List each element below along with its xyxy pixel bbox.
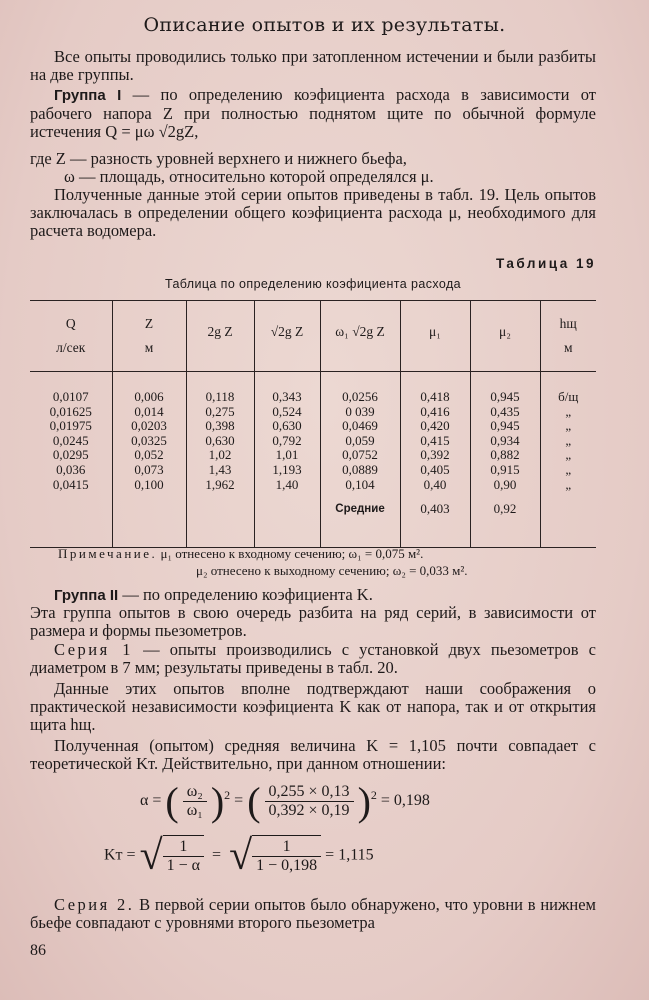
table-header-cell xyxy=(254,301,320,372)
table-cell xyxy=(320,372,400,548)
cell-value: 0,630 xyxy=(272,418,302,434)
note-label: Примечание. xyxy=(58,546,158,561)
kt-denominator-2: 1 − 0,198 xyxy=(256,856,318,874)
cell-value: 0,0203 xyxy=(131,418,167,434)
alpha-formula: α = ( $\frac{\text{ω₂}}{\text{ω₁}}$ )$^2$ = ( $\frac{0,255 \times 0,13}{0,392 \times 0,19}$ )$^2$ = 0,198 xyxy=(140,779,430,824)
header-line: ω₁ √2g Z xyxy=(335,324,385,339)
average-mu1: 0,403 xyxy=(420,501,450,517)
cell-value: 0,945 xyxy=(490,389,520,404)
table-header-row xyxy=(30,301,596,372)
group1-label: Группа I xyxy=(54,87,122,104)
group2-description: Эта группа опытов в свою очередь разбита на ряд серий, в зависимости от размера и формы пьезометров. xyxy=(30,603,596,640)
cell-value: 0,0325 xyxy=(131,432,167,448)
cell-value: 0,792 xyxy=(272,432,302,448)
note-line-2: μ₂ отнесено к выходному сечению; ω₂ = 0,033 м². xyxy=(196,563,468,578)
table-cell xyxy=(254,372,320,548)
table-header-cell xyxy=(186,301,254,372)
header-line: μ₁ xyxy=(429,324,441,339)
alpha-lhs: α = xyxy=(140,792,162,810)
cell-value: 0,934 xyxy=(490,432,520,448)
group2-text: — по определению коэфициента K. xyxy=(122,585,373,604)
alpha-result: = 0,198 xyxy=(380,792,430,810)
cell-value: 0,392 xyxy=(420,447,450,463)
cell-value: 0,006 xyxy=(134,389,164,404)
header-line: 2g Z xyxy=(207,324,233,339)
cell-value: 0 039 xyxy=(345,403,375,419)
table-header-cell xyxy=(320,301,400,372)
average-mu2: 0,92 xyxy=(493,501,517,517)
cell-value: 1,01 xyxy=(275,447,299,463)
cell-value: 1,43 xyxy=(208,461,232,477)
cell-value: 1,02 xyxy=(208,447,232,463)
table-title: Таблица по определению коэфициента расхода xyxy=(164,277,462,291)
table-cell xyxy=(30,372,112,548)
where-z-line: где Z — разность уровней верхнего и нижнего бьефа, xyxy=(30,149,407,168)
cell-value: 0,398 xyxy=(205,418,235,434)
intro-paragraph: Все опыты проводились только при затопленном истечении и были разбиты на две группы. xyxy=(30,47,596,84)
cell-value: 0,630 xyxy=(205,432,235,448)
series1-label: Серия 1 xyxy=(54,640,134,659)
cell-value: 0,0107 xyxy=(52,389,89,404)
header-line: hщ xyxy=(559,316,577,331)
table-header-cell xyxy=(30,301,112,372)
table-header-cell xyxy=(112,301,186,372)
cell-value: „ xyxy=(565,403,572,419)
cell-value: 1,193 xyxy=(272,461,302,477)
kt-result: = 1,115 xyxy=(325,846,374,864)
cell-value: 0,059 xyxy=(345,432,375,448)
paren-close-icon: ) xyxy=(210,779,225,824)
cell-value: „ xyxy=(565,461,572,477)
cell-value: „ xyxy=(565,476,572,492)
group2-label: Группа II xyxy=(54,587,119,604)
header-line: Q xyxy=(65,316,76,331)
numeric-ratio xyxy=(265,783,354,820)
kt-numerator-2: 1 xyxy=(252,838,321,857)
cell-value: 0,100 xyxy=(134,476,164,492)
cell-value: 0,01975 xyxy=(49,418,92,434)
table-number: Таблица 19 xyxy=(495,256,596,271)
omega-ratio xyxy=(183,783,207,820)
series2-paragraph xyxy=(30,896,596,932)
sqrt-radicand-1 xyxy=(163,835,204,875)
header-unit: м xyxy=(563,340,573,355)
cell-value: 0,882 xyxy=(490,447,520,463)
cell-value: 0,0295 xyxy=(52,447,89,463)
cell-value: 0,416 xyxy=(420,403,450,419)
table-cell xyxy=(400,372,470,548)
header-unit: м xyxy=(144,340,154,355)
where-omega-line: ω — площадь, относительно которой определялся μ. xyxy=(64,167,434,186)
series2-label: Серия 2. xyxy=(54,895,135,914)
table-cell xyxy=(186,372,254,548)
cell-value: 0,418 xyxy=(420,389,450,404)
table-row xyxy=(30,372,596,548)
cell-value: 0,343 xyxy=(272,389,302,404)
series1-paragraph xyxy=(30,641,596,677)
sqrt-icon: √ xyxy=(229,833,253,879)
header-line: μ₂ xyxy=(499,324,511,339)
cell-value: 1,40 xyxy=(275,476,299,492)
sqrt-radicand-2 xyxy=(252,835,321,875)
cell-value: 1,962 xyxy=(205,476,235,492)
cell-value: „ xyxy=(565,418,572,434)
table-cell xyxy=(470,372,540,548)
cell-value: 0,0889 xyxy=(342,461,378,477)
cell-value: 0,420 xyxy=(420,418,450,434)
cell-value: 0,0245 xyxy=(52,432,89,448)
cell-value: 0,275 xyxy=(205,403,235,419)
page-heading: Описание опытов и их результаты. xyxy=(143,14,506,36)
cell-value: 0,40 xyxy=(423,476,447,492)
average-label: Средние xyxy=(335,503,385,516)
header-line: Z xyxy=(144,316,154,331)
kt-formula: Kт = √ $\frac{1}{1 - \alpha}$ = √ $\frac{1}{1 - 0,198}$ = 1,115 xyxy=(104,833,374,879)
table-header-cell xyxy=(400,301,470,372)
series1-text: — опыты производились с установкой двух пьезометров с диаметром в 7 мм; результаты приведены в табл. 20. xyxy=(30,640,597,677)
group1-text: — по определению коэфициента расхода в зависимости от рабочего напора Z при полностью поднятом щите по обычной формуле истечения Q = μω √2gZ, xyxy=(30,85,597,141)
table-cell xyxy=(540,372,596,548)
cell-value: 0,915 xyxy=(490,461,520,477)
cell-value: 0,435 xyxy=(490,403,520,419)
omega-denominator: ω₁ xyxy=(186,802,203,819)
header-unit: л/сек xyxy=(56,340,86,355)
table-header-cell xyxy=(540,301,596,372)
cell-value: 0,052 xyxy=(134,447,164,463)
kt-ratio-1 xyxy=(163,838,204,875)
paren-close-icon: ) xyxy=(357,779,371,824)
exponent-1: 2 xyxy=(224,787,231,802)
coefficient-table xyxy=(30,300,596,548)
cell-value: 0,104 xyxy=(345,476,375,492)
note-text-1: μ₁ отнесено к входному сечению; ω₁ = 0,075 м². xyxy=(160,546,424,561)
cell-value: 0,0256 xyxy=(342,389,378,404)
paren-open-icon: ( xyxy=(165,779,179,824)
paren-open-icon: ( xyxy=(247,779,261,824)
numeric-denominator: 0,392 × 0,19 xyxy=(268,802,350,819)
cell-value: 0,0752 xyxy=(342,447,378,463)
series2-text: В первой серии опытов было обнаружено, что уровни в нижнем бьефе совпадают с уровнями второго пьезометра xyxy=(30,895,596,932)
page-number: 86 xyxy=(30,942,46,959)
sqrt-icon: √ xyxy=(139,833,163,879)
note-line-1 xyxy=(58,546,598,562)
kt-lhs: Kт = xyxy=(104,846,136,864)
exponent-2: 2 xyxy=(370,787,377,802)
cell-value: „ xyxy=(565,447,572,463)
confirm-paragraph: Данные этих опытов вполне подтверждают наши соображения о практической независимости коэфициента K как от напора, так и от открытия щита hщ. xyxy=(30,679,596,734)
kt-denominator-1: 1 − α xyxy=(166,856,201,874)
cell-value: 0,405 xyxy=(420,461,450,477)
cell-value: 0,945 xyxy=(490,418,520,434)
cell-value: 0,014 xyxy=(134,403,164,419)
cell-value: б/щ xyxy=(558,389,579,404)
kt-ratio-2 xyxy=(252,838,321,875)
cell-value: 0,0415 xyxy=(52,476,89,492)
cell-value: 0,036 xyxy=(56,461,86,477)
omega-numerator: ω₂ xyxy=(183,783,207,802)
cell-value: 0,0469 xyxy=(342,418,378,434)
header-line: √2g Z xyxy=(270,324,304,339)
table-header-cell xyxy=(470,301,540,372)
group1-paragraph xyxy=(30,86,596,141)
cell-value: 0,415 xyxy=(420,432,450,448)
kt-numerator-1: 1 xyxy=(163,838,204,857)
numeric-numerator: 0,255 × 0,13 xyxy=(265,783,354,802)
cell-value: „ xyxy=(565,432,572,448)
cell-value: 0,01625 xyxy=(49,403,92,419)
cell-value: 0,524 xyxy=(272,403,302,419)
results-paragraph: Полученные данные этой серии опытов приведены в табл. 19. Цель опытов заключалась в определении общего коэфициента расхода μ, необходимого для расчета водомера. xyxy=(30,185,596,240)
table-cell xyxy=(112,372,186,548)
cell-value: 0,90 xyxy=(493,476,517,492)
cell-value: 0,073 xyxy=(134,461,164,477)
mean-paragraph: Полученная (опытом) средняя величина K = 1,105 почти совпадает с теоретической Kт. Действительно, при данном отношении: xyxy=(30,736,596,773)
cell-value: 0,118 xyxy=(205,389,235,404)
